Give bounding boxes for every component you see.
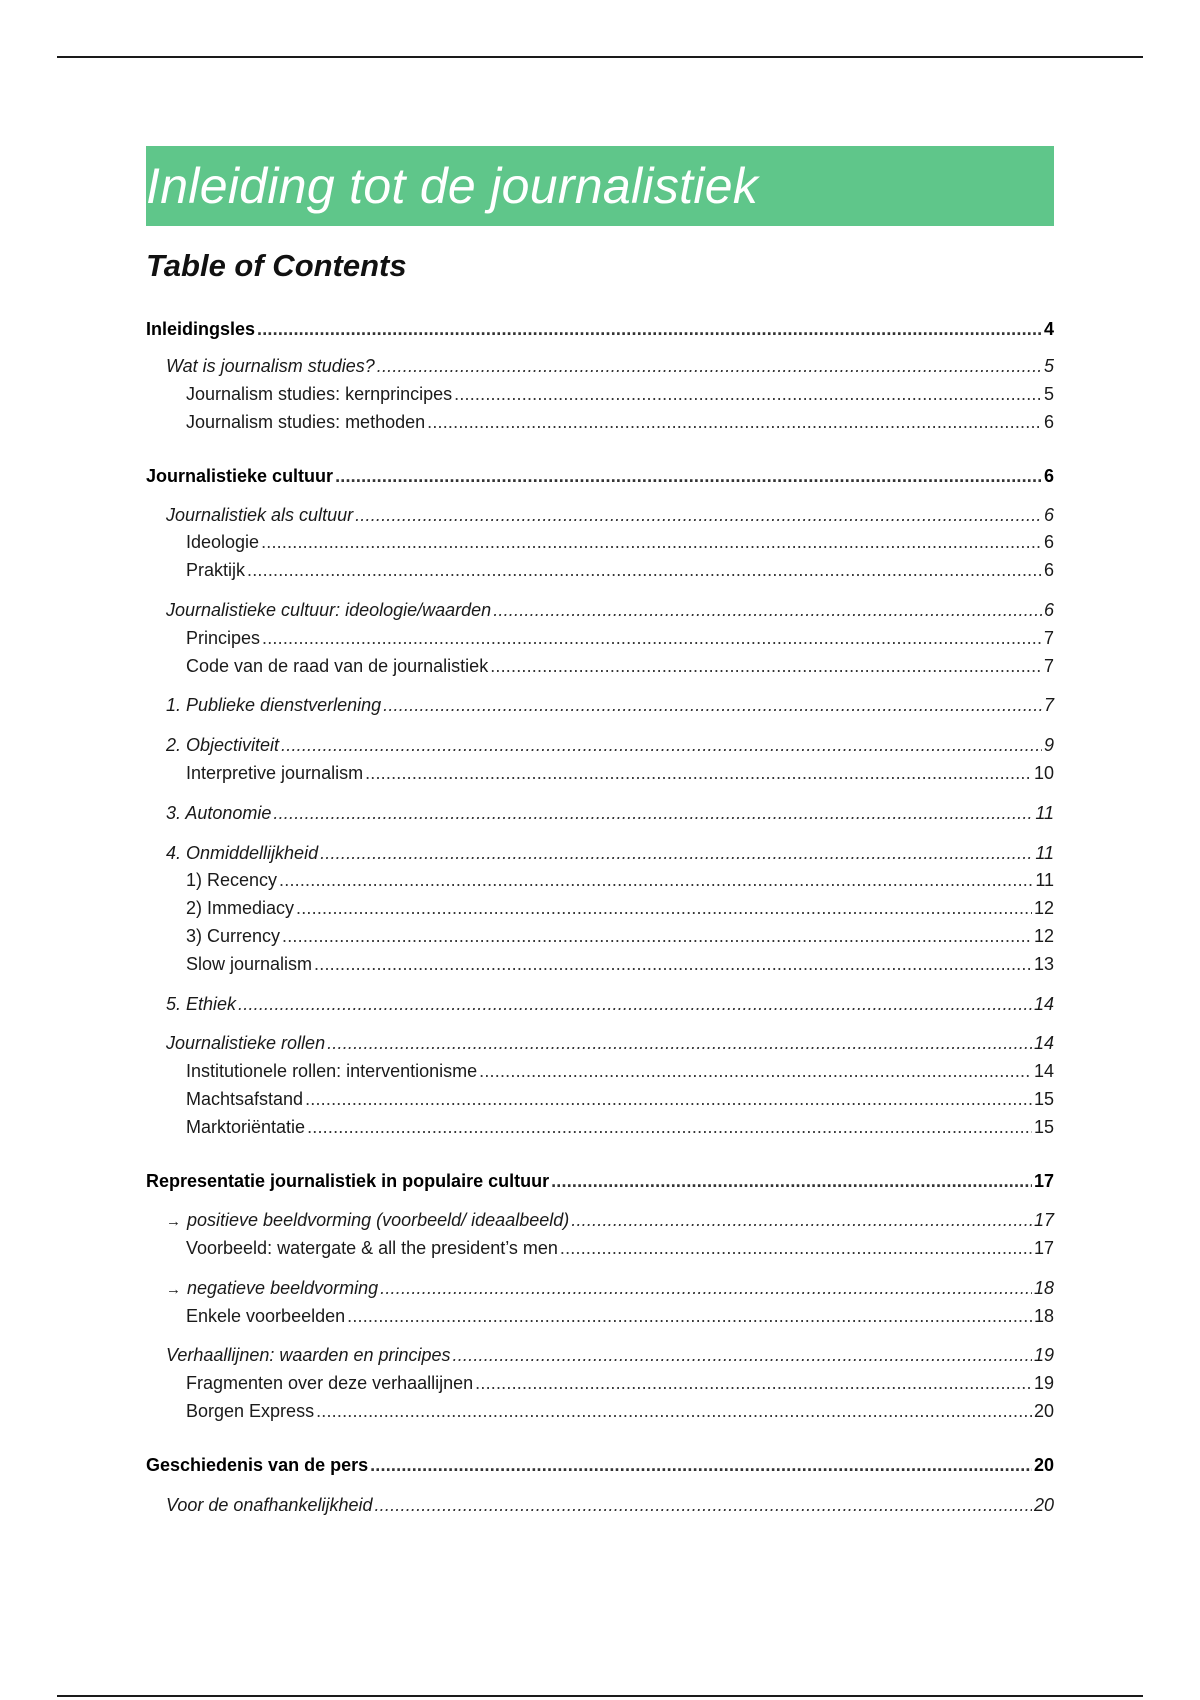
toc-page-number: 11	[1035, 843, 1054, 863]
bottom-rule	[57, 1695, 1143, 1697]
toc-page-number: 14	[1033, 1033, 1054, 1053]
dot-leader	[380, 1278, 1032, 1299]
arrow-icon: →	[166, 1281, 181, 1298]
toc-entry[interactable]	[146, 1210, 1054, 1236]
toc-entry[interactable]	[146, 1089, 1054, 1115]
dot-leader	[475, 1373, 1032, 1394]
toc-entry-title	[186, 870, 277, 891]
toc-page-number: 12	[1033, 898, 1054, 918]
toc-entry-title	[186, 1373, 473, 1394]
toc-entry-text: Journalistieke rollen	[166, 1033, 326, 1053]
toc-entry-text: Verhaallijnen: waarden en principes	[166, 1345, 451, 1365]
toc-entry-text: Slow journalism	[186, 954, 313, 974]
toc-entry-title	[166, 1278, 378, 1299]
toc-entry-text: negatieve beeldvorming	[187, 1278, 379, 1298]
toc-entry-title	[166, 1210, 569, 1231]
toc-entry-title	[186, 898, 294, 919]
toc-entry-text: Representatie journalistiek in populaire cultuur	[146, 1171, 550, 1191]
toc-entry-title	[186, 763, 363, 784]
toc-entry[interactable]	[146, 412, 1054, 438]
dot-leader	[279, 870, 1033, 891]
toc-entry-title	[166, 1495, 372, 1516]
toc-entry-text: Institutionele rollen: interventionisme	[186, 1061, 478, 1081]
dot-leader	[238, 994, 1032, 1015]
toc-page-number: 11	[1035, 803, 1054, 823]
toc-entry-text: 3. Autonomie	[166, 803, 272, 823]
toc-entry-text: Journalism studies: kernprincipes	[186, 384, 453, 404]
toc-entry[interactable]	[146, 735, 1054, 761]
dot-leader	[282, 926, 1032, 947]
toc-page-number: 11	[1035, 870, 1054, 890]
dot-leader	[273, 803, 1033, 824]
toc-entry-title	[166, 356, 375, 377]
dot-leader	[454, 384, 1042, 405]
toc-page-number: 20	[1033, 1401, 1054, 1421]
dot-leader	[257, 319, 1042, 340]
document-title: Inleiding tot de journalistiek	[146, 158, 759, 214]
toc-page-number: 17	[1033, 1238, 1054, 1258]
toc-entry-title	[186, 656, 488, 677]
dot-leader	[262, 628, 1042, 649]
toc-entry[interactable]	[146, 1061, 1054, 1087]
toc-entry-text: Journalistieke cultuur	[146, 466, 334, 486]
toc-page-number: 4	[1043, 319, 1054, 339]
toc-entry-title	[166, 994, 236, 1015]
toc-page-number: 6	[1043, 505, 1054, 525]
dot-leader	[370, 1455, 1032, 1476]
toc-entry-title	[186, 1306, 345, 1327]
toc-entry-text: 2) Immediacy	[186, 898, 295, 918]
toc-entry-title	[166, 505, 353, 526]
toc-entry[interactable]	[146, 1171, 1054, 1197]
toc-entry-title	[186, 628, 260, 649]
toc-entry-title	[146, 466, 333, 487]
toc-entry-title	[186, 1089, 303, 1110]
toc-entry-title	[186, 384, 452, 405]
dot-leader	[427, 412, 1042, 433]
dot-leader	[316, 1401, 1032, 1422]
toc-page-number: 20	[1033, 1455, 1054, 1475]
dot-leader	[551, 1171, 1032, 1192]
toc-page-number: 9	[1043, 735, 1054, 755]
dot-leader	[247, 560, 1042, 581]
toc-entry-text: Journalism studies: methoden	[186, 412, 426, 432]
dot-leader	[571, 1210, 1032, 1231]
dot-leader	[335, 466, 1042, 487]
toc-entry[interactable]	[146, 560, 1054, 586]
toc-entry[interactable]	[146, 695, 1054, 721]
toc-entry[interactable]	[146, 1117, 1054, 1143]
toc-entry-title	[166, 735, 279, 756]
dot-leader	[327, 1033, 1032, 1054]
toc-entry-text: Ideologie	[186, 532, 260, 552]
toc-entry[interactable]	[146, 1306, 1054, 1332]
toc-entry-text: Fragmenten over deze verhaallijnen	[186, 1373, 474, 1393]
dot-leader	[493, 600, 1042, 621]
toc-entry-text: Inleidingsles	[146, 319, 256, 339]
toc-page-number: 17	[1033, 1171, 1054, 1191]
toc-entry[interactable]	[146, 384, 1054, 410]
toc-entry-text: Borgen Express	[186, 1401, 315, 1421]
toc-entry-title	[166, 695, 381, 716]
toc-page-number: 18	[1033, 1278, 1054, 1298]
toc-page-number: 10	[1033, 763, 1054, 783]
toc-entry-text: Machtsafstand	[186, 1089, 304, 1109]
toc-entry-text: 2. Objectiviteit	[166, 735, 280, 755]
dot-leader	[281, 735, 1042, 756]
dot-leader	[320, 843, 1033, 864]
toc-entry[interactable]	[146, 1238, 1054, 1264]
toc-entry[interactable]	[146, 926, 1054, 952]
toc-entry[interactable]	[146, 600, 1054, 626]
toc-entry-text: Voorbeeld: watergate & all the president’s men	[186, 1238, 558, 1258]
dot-leader	[365, 763, 1032, 784]
toc-entry-text: Voor de onafhankelijkheid	[166, 1495, 373, 1515]
toc-page-number: 19	[1033, 1373, 1054, 1393]
toc-page-number: 6	[1043, 560, 1054, 580]
toc-entry-title	[186, 560, 245, 581]
toc-entry[interactable]	[146, 1345, 1054, 1371]
dot-leader	[490, 656, 1042, 677]
toc-page-number: 6	[1043, 466, 1054, 486]
toc-entry-title	[186, 926, 280, 947]
toc-page-number: 7	[1043, 656, 1054, 676]
arrow-icon: →	[166, 1213, 181, 1230]
toc-heading: Table of Contents	[146, 248, 407, 283]
dot-leader	[377, 356, 1042, 377]
toc-entry[interactable]	[146, 1495, 1054, 1521]
toc-page-number: 5	[1043, 384, 1054, 404]
toc-entry-text: Principes	[186, 628, 261, 648]
toc-entry[interactable]	[146, 954, 1054, 980]
toc-entry-text: 1. Publieke dienstverlening	[166, 695, 382, 715]
toc-entry-text: Journalistieke cultuur: ideologie/waarden	[166, 600, 492, 620]
toc-entry-title	[186, 954, 312, 975]
toc-entry[interactable]	[146, 628, 1054, 654]
toc-entry-title	[186, 412, 425, 433]
toc-entry-text: 4. Onmiddellijkheid	[166, 843, 319, 863]
toc-entry-title	[166, 1345, 451, 1366]
toc-page-number: 15	[1033, 1117, 1054, 1137]
dot-leader	[383, 695, 1042, 716]
toc-entry[interactable]	[146, 1401, 1054, 1427]
top-rule	[57, 56, 1143, 58]
toc-page-number: 19	[1033, 1345, 1054, 1365]
toc-entry-title	[186, 1401, 314, 1422]
toc-entry[interactable]	[146, 532, 1054, 558]
toc-entry[interactable]	[146, 1278, 1054, 1304]
toc-entry-text: Praktijk	[186, 560, 246, 580]
dot-leader	[314, 954, 1032, 975]
toc-entry[interactable]	[146, 1373, 1054, 1399]
toc-entry[interactable]	[146, 843, 1054, 869]
toc-entry-title	[146, 319, 255, 340]
toc-entry-title	[166, 803, 271, 824]
toc-entry[interactable]	[146, 870, 1054, 896]
toc-page-number: 15	[1033, 1089, 1054, 1109]
dot-leader	[560, 1238, 1032, 1259]
toc-page-number: 6	[1043, 600, 1054, 620]
toc-entry-text: Code van de raad van de journalistiek	[186, 656, 489, 676]
toc-entry[interactable]	[146, 763, 1054, 789]
toc-entry-text: Wat is journalism studies?	[166, 356, 375, 376]
toc-page-number: 14	[1033, 994, 1054, 1014]
toc-entry[interactable]	[146, 994, 1054, 1020]
toc-entry[interactable]	[146, 898, 1054, 924]
toc-entry-text: Geschiedenis van de pers	[146, 1455, 369, 1475]
dot-leader	[307, 1117, 1032, 1138]
dot-leader	[296, 898, 1032, 919]
dot-leader	[305, 1089, 1032, 1110]
toc-entry-text: Interpretive journalism	[186, 763, 364, 783]
toc-page-number: 6	[1043, 532, 1054, 552]
toc-entry[interactable]	[146, 656, 1054, 682]
toc-entry-title	[166, 843, 318, 864]
document-title-banner	[146, 146, 1054, 226]
toc-page-number: 12	[1033, 926, 1054, 946]
toc-entry[interactable]	[146, 803, 1054, 829]
toc-entry[interactable]	[146, 1455, 1054, 1481]
toc-page-number: 7	[1043, 628, 1054, 648]
toc-entry[interactable]	[146, 1033, 1054, 1059]
dot-leader	[479, 1061, 1032, 1082]
toc-entry-title	[166, 600, 491, 621]
toc-entry-title	[186, 1117, 305, 1138]
toc-entry-text: Enkele voorbeelden	[186, 1306, 346, 1326]
toc-page-number: 17	[1033, 1210, 1054, 1230]
toc-page-number: 7	[1043, 695, 1054, 715]
dot-leader	[374, 1495, 1031, 1516]
toc-page-number: 6	[1043, 412, 1054, 432]
toc-entry[interactable]	[146, 319, 1054, 345]
toc-page-number: 18	[1033, 1306, 1054, 1326]
dot-leader	[355, 505, 1042, 526]
toc-entry-title	[166, 1033, 325, 1054]
toc-page-number: 13	[1033, 954, 1054, 974]
dot-leader	[453, 1345, 1032, 1366]
toc-entry-title	[186, 532, 259, 553]
toc-entry-title	[186, 1238, 558, 1259]
toc-page-number: 5	[1043, 356, 1054, 376]
toc-entry-text: 3) Currency	[186, 926, 281, 946]
toc-entry-title	[146, 1455, 368, 1476]
toc-entry-text: positieve beeldvorming (voorbeeld/ ideaalbeeld)	[187, 1210, 570, 1230]
toc-entry-title	[146, 1171, 549, 1192]
toc-entry[interactable]	[146, 505, 1054, 531]
toc-entry[interactable]	[146, 466, 1054, 492]
dot-leader	[261, 532, 1042, 553]
toc-page-number: 20	[1033, 1495, 1054, 1515]
toc-entry[interactable]	[146, 356, 1054, 382]
dot-leader	[347, 1306, 1032, 1327]
toc-entry-text: 1) Recency	[186, 870, 278, 890]
toc-page-number: 14	[1033, 1061, 1054, 1081]
toc-entry-text: 5. Ethiek	[166, 994, 237, 1014]
toc-entry-title	[186, 1061, 477, 1082]
toc-entry-text: Journalistiek als cultuur	[166, 505, 354, 525]
toc-entry-text: Marktoriëntatie	[186, 1117, 306, 1137]
